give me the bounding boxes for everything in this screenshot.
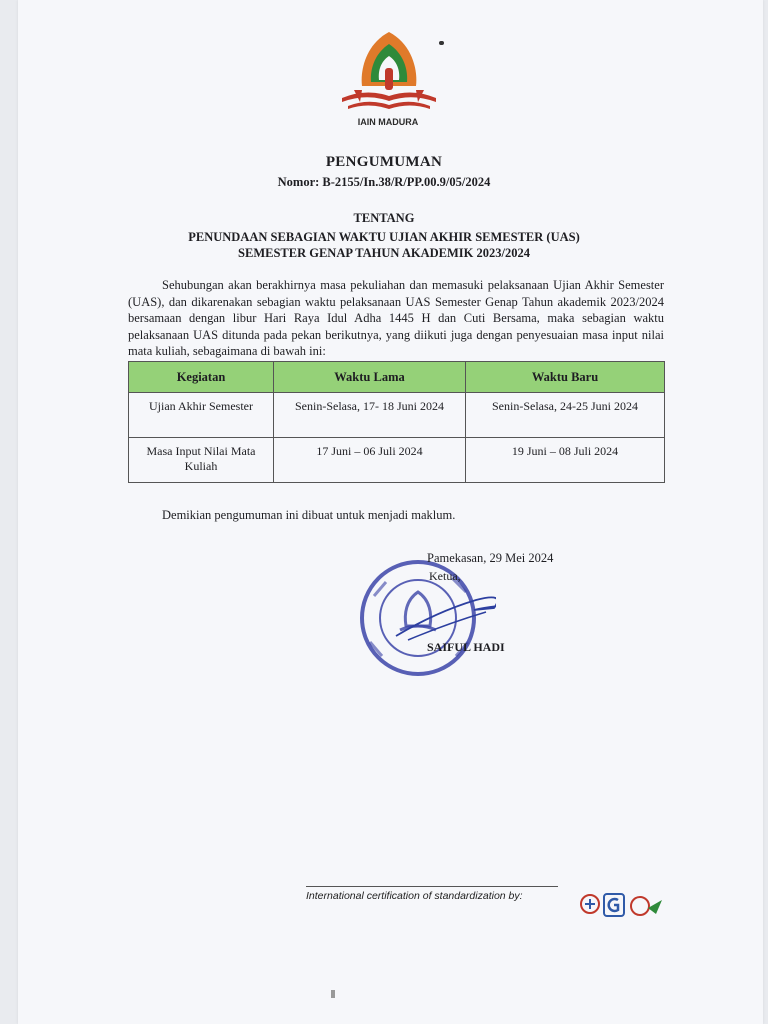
cell-old-time: Senin-Selasa, 17- 18 Juni 2024 bbox=[274, 393, 466, 438]
certification-logos bbox=[578, 886, 664, 920]
announcement-title: PENGUMUMAN bbox=[325, 154, 443, 170]
body-paragraph bbox=[128, 277, 664, 360]
place-date: Pamekasan, 29 Mei 2024 bbox=[427, 551, 554, 565]
footer-divider bbox=[306, 886, 558, 887]
subject-line-2: SEMESTER GENAP TAHUN AKADEMIK 2023/2024 bbox=[238, 246, 530, 260]
about-label: TENTANG bbox=[353, 211, 415, 225]
table-header-row bbox=[129, 362, 665, 393]
cell-new-time: 19 Juni – 08 Juli 2024 bbox=[466, 438, 665, 483]
signer-name: SAIFUL HADI bbox=[427, 640, 505, 654]
logo-text: IAIN MADURA bbox=[357, 117, 419, 127]
body-paragraph-text: Sehubungan akan berakhirnya masa pekuliahan dan memasuki pelaksanaan Ujian Akhir Semester (UAS), dan dikarenakan sebagian waktu pelaksanaan UAS Semester Genap Tahun akademik 2023/2024 bersamaan dengan libur Hari Raya Idul Adha 1445 H dan Cuti Bersama, maka sebagian waktu pelaksanaan UAS ditunda pada pekan berikutnya, yang diikuti juga dengan penyesuaian masa input nilai mata kuliah, sebagaimana di bawah ini: bbox=[128, 278, 664, 359]
certification-text: International certification of standardization by: bbox=[306, 890, 523, 902]
closing-sentence: Demikian pengumuman ini dibuat untuk menjadi maklum. bbox=[162, 508, 456, 522]
header-old-time: Waktu Lama bbox=[274, 362, 466, 393]
cell-activity: Ujian Akhir Semester bbox=[129, 393, 274, 438]
announcement-number: Nomor: B-2155/In.38/R/PP.00.9/05/2024 bbox=[277, 175, 491, 189]
table-row bbox=[129, 393, 665, 438]
ink-dot bbox=[439, 41, 444, 45]
header-new-time: Waktu Baru bbox=[466, 362, 665, 393]
cell-new-time: Senin-Selasa, 24-25 Juni 2024 bbox=[466, 393, 665, 438]
header-activity: Kegiatan bbox=[129, 362, 274, 393]
schedule-table bbox=[128, 361, 665, 483]
scan-mark bbox=[331, 990, 335, 998]
table-row bbox=[129, 438, 665, 483]
official-stamp bbox=[356, 552, 496, 682]
subject-line-1: PENUNDAAN SEBAGIAN WAKTU UJIAN AKHIR SEMESTER (UAS) bbox=[188, 230, 580, 244]
signer-position: Ketua, bbox=[429, 569, 461, 583]
cell-activity: Masa Input Nilai Mata Kuliah bbox=[129, 438, 274, 483]
cell-old-time: 17 Juni – 06 Juli 2024 bbox=[274, 438, 466, 483]
